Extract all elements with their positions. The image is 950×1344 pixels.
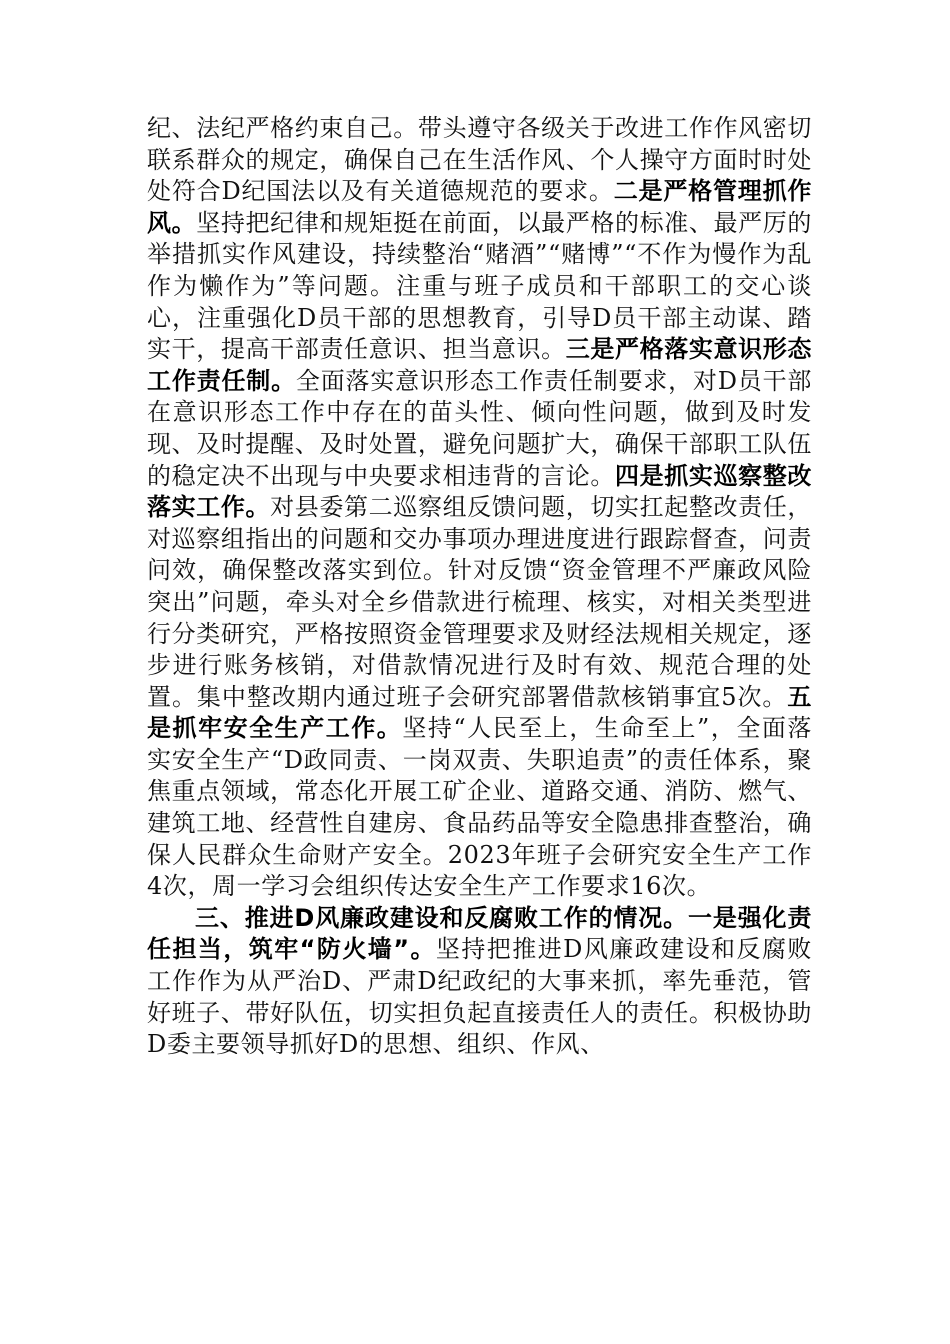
paragraph-text: 坚持“人民至上，生命至上”，全面落实安全生产“D政同责、一岗双责、失职追责”的责任体系，聚焦重点领域，常态化开展工矿企业、道路交通、消防、燃气、建筑工地、经营性自建房、食品药品等安全隐患排查整治，确保人民群众生命财产安全。2023年班子会研究安全生产工作4次，周一学习会组织传达安全生产工作要求16次。 [147, 714, 812, 901]
paragraph-text: 纪、法纪严格约束自己。带头遵守各级关于改进工作作风密切联系群众的规定，确保自己在生活作风、个人操守方面时时处处符合D纪国法以及有关道德规范的要求。 [147, 114, 812, 206]
bold-heading: 五是抓牢安全生产工作。 [147, 682, 812, 743]
bold-heading: 四是抓实巡察整改落实工作。 [147, 461, 812, 522]
paragraph-1 [147, 113, 812, 903]
bold-heading: 三是严格落实意识形态工作责任制。 [147, 335, 813, 395]
paragraph-text: 全面落实意识形态工作责任制要求，对D员干部在意识形态工作中存在的苗头性、倾向性问题，做到及时发现、及时提醒、及时处置，避免问题扩大，确保干部职工队伍的稳定决不出现与中央要求相违背的言论。 [147, 366, 812, 490]
paragraph-2 [147, 903, 812, 1061]
paragraph-text: 坚持把纪律和规矩挺在前面，以最严格的标准、最严厉的举措抓实作风建设，持续整治“赌酒”“赌博”“不作为慢作为乱作为懒作为”等问题。注重与班子成员和干部职工的交心谈心，注重强化D员干部的思想教育，引导D员干部主动谋、踏实干，提高干部责任意识、担当意识。 [147, 208, 812, 364]
paragraph-text: 坚持把推进D风廉政建设和反腐败工作作为从严治D、严肃D纪政纪的大事来抓，率先垂范，管好班子、带好队伍，切实担负起直接责任人的责任。积极协助D委主要领导抓好D的思想、组织、作风、 [147, 935, 812, 1059]
section-heading: 三、推进D风廉政建设和反腐败工作的情况。一是强化责任担当，筑牢“防火墙”。 [147, 903, 812, 964]
paragraph-text: 对县委第二巡察组反馈问题，切实扛起整改责任，对巡察组指出的问题和交办事项办理进度进行跟踪督查，问责问效，确保整改落实到位。针对反馈“资金管理不严廉政风险突出”问题，牵头对全乡借款进行梳理、核实，对相关类型进行分类研究，严格按照资金管理要求及财经法规相关规定，逐步进行账务核销，对借款情况进行及时有效、规范合理的处置。集中整改期内通过班子会研究部署借款核销事宜5次。 [147, 493, 812, 711]
document-page [147, 113, 812, 1061]
bold-heading: 二是严格管理抓作风。 [147, 177, 812, 237]
